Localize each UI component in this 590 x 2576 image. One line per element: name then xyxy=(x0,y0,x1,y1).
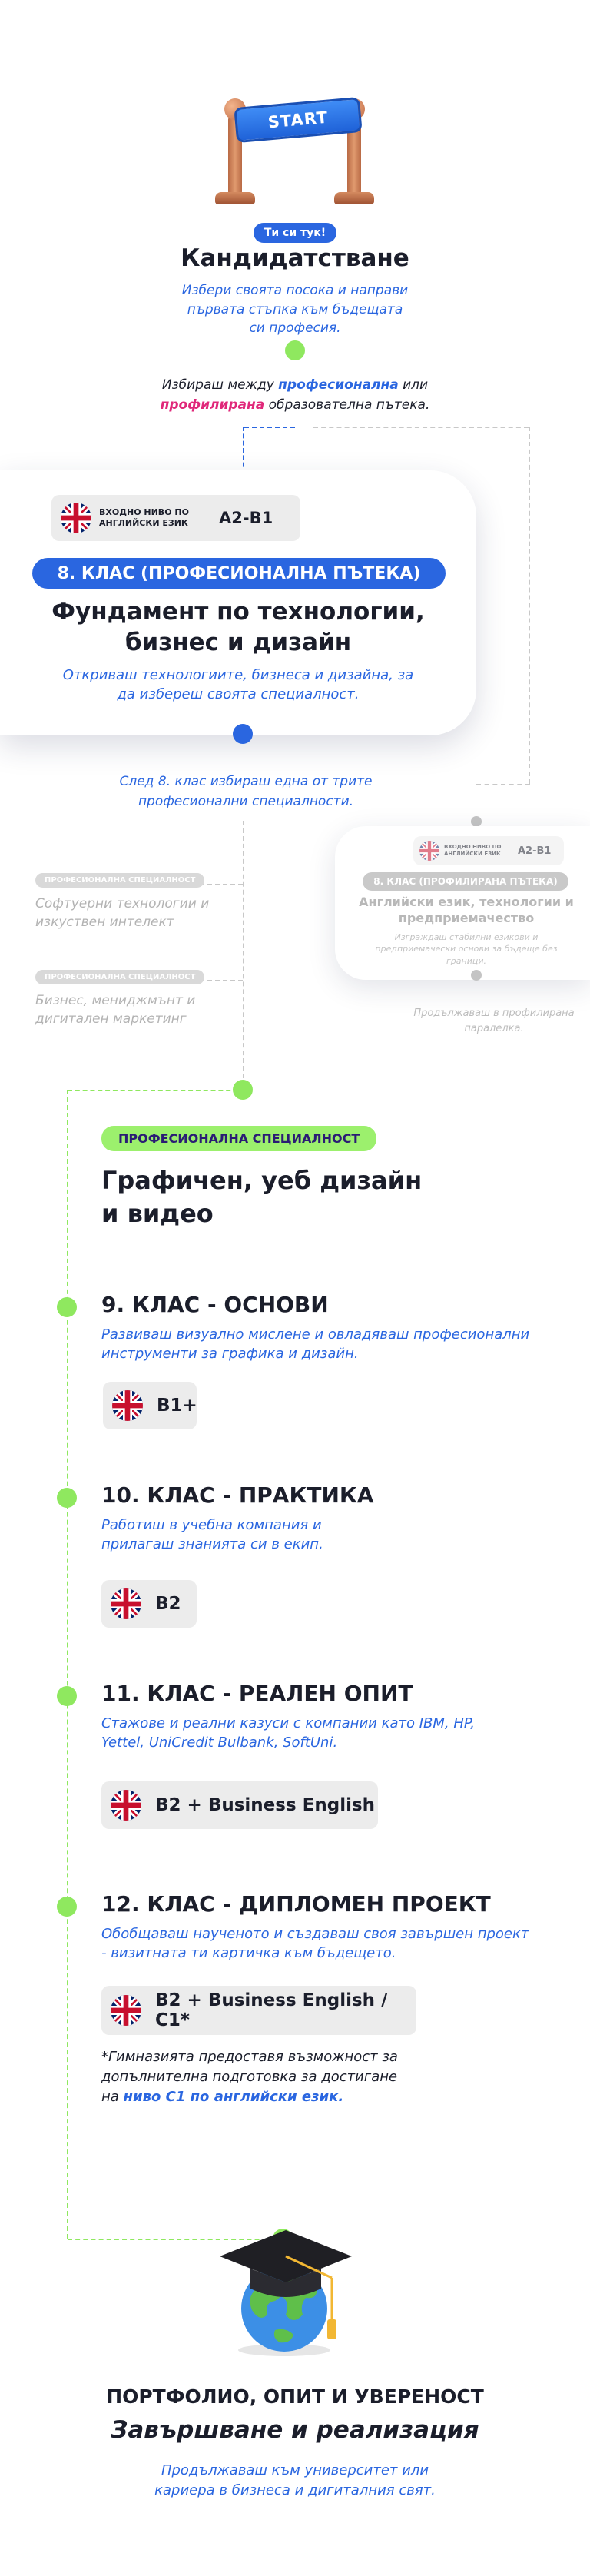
you-are-here-badge: Ти си тук! xyxy=(254,223,336,243)
c1-note-highlight: ниво C1 по английски език. xyxy=(123,2089,344,2106)
choice-text-before: Избираш между xyxy=(161,377,274,393)
branch-line-profiled-v xyxy=(529,427,530,784)
timeline-dot xyxy=(57,1297,77,1317)
grade10-desc: Работиш в учебна компания и прилагаш знанията си в екип. xyxy=(101,1517,323,1553)
profiled-dot-top xyxy=(471,816,482,827)
uk-flag-icon xyxy=(111,1790,141,1821)
other-specialty-name-2: Бизнес, мениджмънт и дигитален маркетинг xyxy=(35,993,196,1027)
profiled-level-label: ВХОДНО НИВО ПО АНГЛИЙСКИ ЕЗИК xyxy=(444,843,502,857)
grade12-title: 12. КЛАС - ДИПЛОМЕН ПРОЕКТ xyxy=(101,1891,491,1917)
start-banner: START xyxy=(234,97,362,143)
grade12-desc: Обобщаваш наученото и създаваш своя завършен проект - визитната ти картичка към бъдещето. xyxy=(101,1926,529,1962)
final-title: Завършване и реализация xyxy=(111,2416,479,2444)
timeline-dot xyxy=(285,340,305,360)
uk-flag-icon xyxy=(419,841,439,861)
uk-flag-icon xyxy=(111,1995,141,2026)
entry-level-box xyxy=(51,495,300,541)
profiled-dot-bottom xyxy=(471,970,482,981)
choice-text-or: или xyxy=(403,377,429,393)
other-specialty-name-1: Софтуерни технологии и изкуствен интелект xyxy=(35,896,210,930)
grade10-level-box xyxy=(101,1580,197,1628)
profiled-level-box xyxy=(413,836,564,865)
profiled-continue: Продължаваш в профилирана паралелка. xyxy=(413,1007,575,1034)
grade9-level: B1+ xyxy=(157,1396,197,1416)
grades-timeline-line xyxy=(67,1090,68,2239)
final-subtitle: Продължаваш към университет или кариера в бизнеса и дигиталния свят. xyxy=(154,2462,436,2499)
gate-base-left xyxy=(215,192,255,204)
gate-base-right xyxy=(334,192,374,204)
timeline-dot xyxy=(57,1897,77,1917)
profiled-badge: 8. КЛАС (ПРОФИЛИРАНА ПЪТЕКА) xyxy=(363,872,568,891)
grade11-level-box xyxy=(101,1781,378,1829)
grade10-title: 10. КЛАС - ПРАКТИКА xyxy=(101,1482,374,1508)
specialty-connector-h xyxy=(68,1090,238,1091)
timeline-dot xyxy=(233,1080,253,1100)
grade8-title: Фундамент по технологии, бизнес и дизайн xyxy=(51,598,425,657)
final-kicker: ПОРТФОЛИО, ОПИТ И УВЕРЕНОСТ xyxy=(106,2385,484,2408)
specialty-tag: ПРОФЕСИОНАЛНА СПЕЦИАЛНОСТ xyxy=(101,1126,376,1151)
grade12-level: B2 + Business English / C1* xyxy=(155,1990,388,2030)
profiled-title: Английски език, технологии и предприемачество xyxy=(359,895,574,925)
after-grade8-text: След 8. клас избираш една от трите професионални специалности. xyxy=(119,774,373,809)
grade9-title: 9. КЛАС - ОСНОВИ xyxy=(101,1292,329,1317)
grade10-level: B2 xyxy=(155,1594,181,1614)
grade8-badge: 8. КЛАС (ПРОФЕСИОНАЛНА ПЪТЕКА) xyxy=(32,558,446,589)
specialty-line-v xyxy=(243,821,244,1078)
other-specialty-tag-2: ПРОФЕСИОНАЛНА СПЕЦИАЛНОСТ xyxy=(35,970,204,984)
specialty-title: Графичен, уеб дизайн и видео xyxy=(101,1166,423,1229)
timeline-dot xyxy=(57,1488,77,1508)
timeline-dot-blue xyxy=(233,724,253,744)
branch-line-professional-v xyxy=(243,427,244,474)
branch-line-profiled-h xyxy=(313,427,529,428)
grade9-desc: Развиваш визуално мислене и овладяваш професионални инструменти за графика и дизайн. xyxy=(101,1326,530,1363)
grade9-level-box xyxy=(103,1382,197,1429)
branch-line-profiled-h2 xyxy=(476,784,530,785)
grade8-subtitle: Откриваш технологиите, бизнеса и дизайна, за да избереш своята специалност. xyxy=(62,667,414,703)
start-title: Кандидатстване xyxy=(181,244,409,272)
timeline-dot xyxy=(57,1686,77,1706)
entry-level-label: ВХОДНО НИВО ПО АНГЛИЙСКИ ЕЗИК xyxy=(99,506,189,528)
path-choice-text xyxy=(146,376,444,415)
c1-note xyxy=(101,2047,416,2107)
grade12-level-box xyxy=(101,1986,416,2035)
other-specialty-tag-1: ПРОФЕСИОНАЛНА СПЕЦИАЛНОСТ xyxy=(35,873,204,888)
uk-flag-icon xyxy=(61,503,91,533)
uk-flag-icon xyxy=(112,1390,143,1421)
profiled-level-value: A2-B1 xyxy=(518,845,552,857)
grade11-title: 11. КЛАС - РЕАЛЕН ОПИТ xyxy=(101,1681,413,1706)
option-profiled: профилирана xyxy=(160,397,265,413)
option-professional: професионална xyxy=(278,377,399,393)
grade11-desc: Стажове и реални казуси с компании като IBM, HP, Yettel, UniCredit Bulbank, SoftUni. xyxy=(101,1715,475,1751)
start-subtitle: Избери своята посока и направи първата стъпка към бъдещата си професия. xyxy=(181,283,409,337)
graduation-globe-illustration xyxy=(201,2207,370,2361)
choice-text-after: образователна пътека. xyxy=(268,397,430,413)
grade11-level: B2 + Business English xyxy=(155,1795,376,1815)
profiled-subtitle: Изграждаш стабилни езикови и предприемачески основи за бъдеще без граници. xyxy=(375,932,558,966)
c1-note-text: *Гимназията предоставя възможност за допълнителна подготовка за достигане на xyxy=(101,2049,398,2106)
entry-level-value: A2-B1 xyxy=(219,509,273,527)
branch-line-professional-h xyxy=(244,427,295,428)
uk-flag-icon xyxy=(111,1588,141,1619)
